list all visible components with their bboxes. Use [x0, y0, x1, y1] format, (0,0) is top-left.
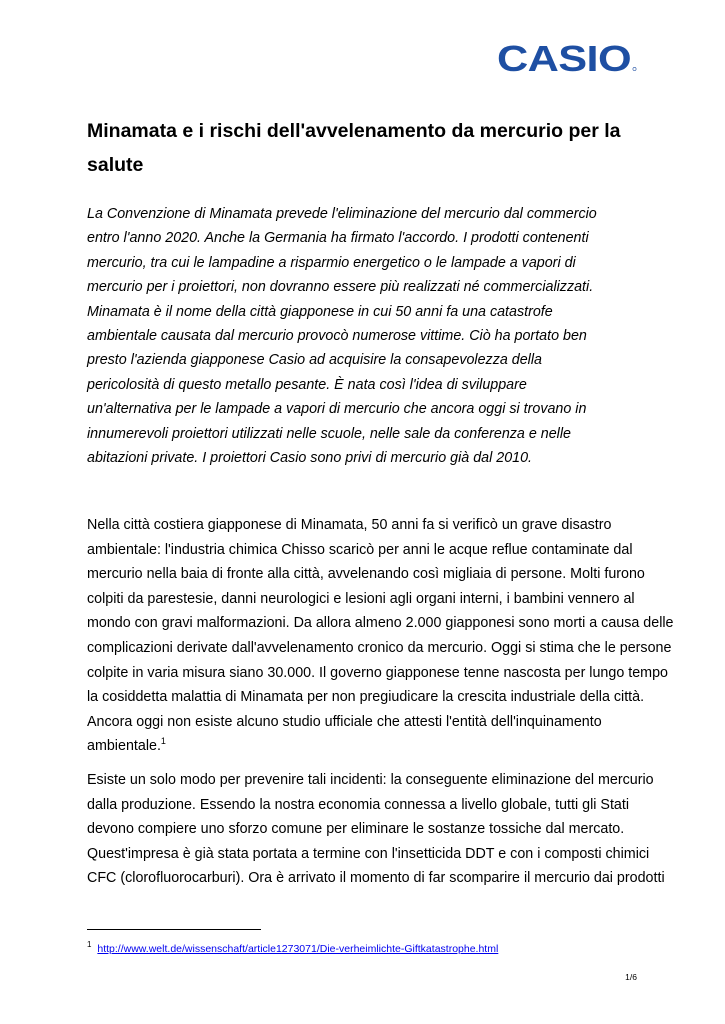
registered-mark-icon	[633, 67, 636, 70]
intro-line: presto l'azienda giapponese Casio ad acquisire la consapevolezza della	[87, 352, 542, 369]
paragraph-line: mercurio nella baia di fronte alla città, avvelenando così migliaia di persone. Molti furono	[87, 566, 645, 583]
footnote-link[interactable]: http://www.welt.de/wissenschaft/article1273071/Die-verheimlichte-Giftkatastrophe.html	[97, 942, 499, 955]
footnote-divider	[87, 929, 261, 930]
logo-text: CASIO	[497, 40, 631, 76]
paragraph-line: Quest'impresa è già stata portata a termine con l'insetticida DDT e con i composti chimici	[87, 845, 650, 862]
intro-paragraph	[87, 202, 647, 470]
paragraph-line-last	[87, 734, 647, 759]
intro-line: innumerevoli proiettori utilizzati nelle scuole, nelle sale da conferenza e nelle	[87, 425, 571, 442]
body-paragraph-2	[87, 768, 665, 891]
intro-line: ambientale causata dal mercurio provocò numerose vittime. Ciò ha portato ben	[87, 328, 587, 345]
intro-line: pericolosità di questo metallo pesante. È nata così l'idea di sviluppare	[87, 376, 527, 393]
intro-line: entro l'anno 2020. Anche la Germania ha firmato l'accordo. I prodotti contenenti	[87, 230, 589, 247]
intro-line: La Convenzione di Minamata prevede l'eliminazione del mercurio dal commercio	[87, 206, 597, 222]
paragraph-line: la cosiddetta malattia di Minamata per non pregiudicare la crescita industriale della città.	[87, 689, 645, 706]
paragraph-line-text: ambientale.	[87, 738, 161, 755]
casio-logo	[497, 40, 637, 76]
paragraph-line: ambientale: l'industria chimica Chisso scaricò per anni le acque reflue contaminate dal	[87, 541, 633, 558]
paragraph-line: mondo con gravi malformazioni. Da allora almeno 2.000 giapponesi sono morti a causa delle	[87, 615, 674, 632]
intro-line: mercurio per i proiettori, non dovranno essere più realizzati né commercializzati.	[87, 279, 594, 296]
footnote-number: 1	[87, 940, 92, 949]
intro-line: mercurio, tra cui le lampadine a risparmio energetico o le lampade a vapori di	[87, 254, 576, 271]
page-number: 1/6	[625, 972, 637, 982]
paragraph-line: colpiti da parestesie, danni neurologici e lesioni agli organi interni, i bambini vennero al	[87, 590, 635, 607]
paragraph-line: CFC (clorofluorocarburi). Ora è arrivato il momento di far scomparire il mercurio dai prodotti	[87, 870, 665, 887]
paragraph-line: colpite in varia misura siano 30.000. Il governo giapponese tenne nascosta per lungo tempo	[87, 664, 668, 681]
body-paragraph-1	[87, 513, 674, 759]
paragraph-line: Ancora oggi non esiste alcuno studio ufficiale che attesti l'entità dell'inquinamento	[87, 713, 602, 730]
footnote-reference[interactable]: 1	[160, 736, 166, 747]
intro-line: abitazioni private. I proiettori Casio sono privi di mercurio già dal 2010.	[87, 450, 533, 467]
paragraph-line: complicazioni derivate dall'avvelenamento cronico da mercurio. Oggi si stima che le persone	[87, 639, 672, 656]
document-title: Minamata e i rischi dell'avvelenamento da mercurio per la salute	[87, 120, 621, 176]
paragraph-line: Nella città costiera giapponese di Minamata, 50 anni fa si verificò un grave disastro	[87, 517, 612, 533]
intro-line: un'alternativa per le lampade a vapori di mercurio che ancora oggi si trovano in	[87, 401, 587, 418]
intro-line: Minamata è il nome della città giapponese in cui 50 anni fa una catastrofe	[87, 303, 553, 320]
paragraph-line: Esiste un solo modo per prevenire tali incidenti: la conseguente eliminazione del mercurio	[87, 772, 654, 788]
paragraph-line: devono compiere uno sforzo comune per eliminare le sostanze tossiche dal mercato.	[87, 821, 625, 838]
footnote	[87, 940, 498, 955]
paragraph-line: dalla produzione. Essendo la nostra economia connessa a livello globale, tutti gli Stati	[87, 796, 630, 813]
